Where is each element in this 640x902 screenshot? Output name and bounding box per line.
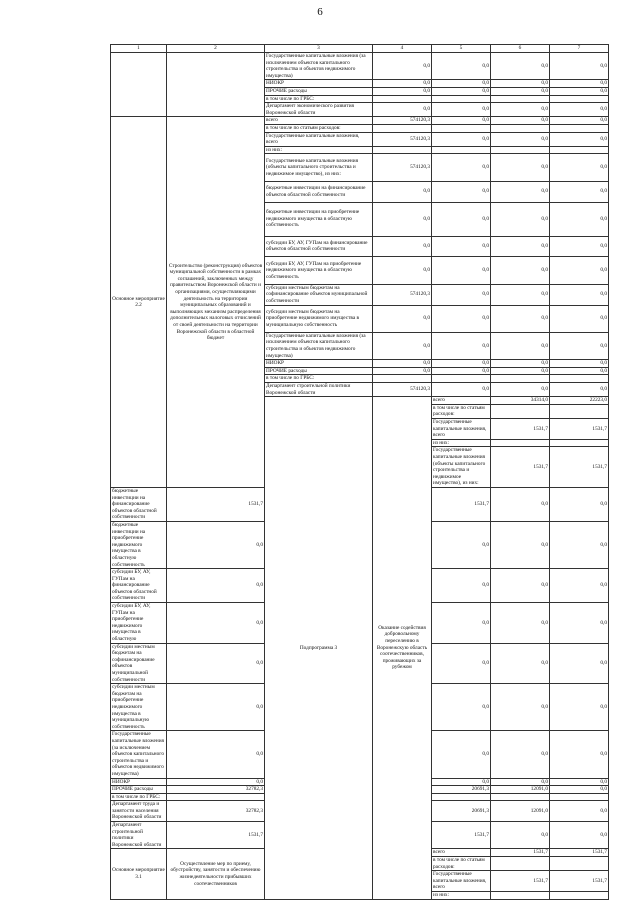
amount-cell bbox=[491, 146, 550, 154]
amount-cell bbox=[491, 857, 550, 871]
expense-item-cell: бюджетные инвестиции на приобретение недвижимого имущества в областную собственность bbox=[265, 202, 373, 236]
amount-cell: 1531,7 bbox=[491, 419, 550, 440]
expense-item-cell: в том числе по ГРБС: bbox=[111, 793, 167, 801]
amount-cell: 0,0 bbox=[550, 332, 609, 359]
amount-cell: 0,0 bbox=[491, 305, 550, 332]
header-cell: 3 bbox=[265, 45, 373, 53]
amount-cell: 0,0 bbox=[550, 801, 609, 822]
expense-item-cell: Департамент строительной политики Воронежской области bbox=[265, 383, 373, 397]
amount-cell: 0,0 bbox=[432, 643, 491, 684]
expense-item-cell: из них: bbox=[432, 439, 491, 447]
expense-item-cell: субсидии местным бюджетам на приобретение недвижимого имущества в муниципальную собственность bbox=[111, 684, 167, 731]
amount-cell: 0,0 bbox=[491, 202, 550, 236]
amount-cell: 0,0 bbox=[550, 284, 609, 305]
amount-cell: 34314,0 bbox=[491, 397, 550, 405]
expense-item-cell: в том числе по ГРБС: bbox=[265, 375, 373, 383]
expense-item-cell: в том числе по статьям расходов: bbox=[265, 124, 373, 132]
amount-cell: 0,0 bbox=[491, 360, 550, 368]
amount-cell: 0,0 bbox=[432, 684, 491, 731]
amount-cell: 0,0 bbox=[550, 569, 609, 603]
amount-cell: 0,0 bbox=[491, 643, 550, 684]
amount-cell: 1531,7 bbox=[432, 487, 491, 521]
amount-cell: 0,0 bbox=[432, 383, 491, 397]
expense-item-cell: НИОКР bbox=[265, 360, 373, 368]
expense-item-cell: субсидии БУ, АУ, ГУПам на приобретение недвижимого имущества в областную собственность bbox=[265, 257, 373, 284]
amount-cell bbox=[491, 404, 550, 418]
amount-cell: 574120,3 bbox=[373, 132, 432, 146]
amount-cell: 0,0 bbox=[373, 87, 432, 95]
amount-cell bbox=[491, 95, 550, 103]
header-cell: 4 bbox=[373, 45, 432, 53]
amount-cell: 0,0 bbox=[373, 202, 432, 236]
amount-cell: 0,0 bbox=[550, 360, 609, 368]
amount-cell: 0,0 bbox=[550, 778, 609, 786]
expense-item-cell: в том числе по ГРБС: bbox=[265, 95, 373, 103]
amount-cell bbox=[432, 124, 491, 132]
amount-cell bbox=[167, 793, 265, 801]
amount-cell: 0,0 bbox=[550, 603, 609, 644]
amount-cell bbox=[550, 857, 609, 871]
amount-cell: 0,0 bbox=[491, 80, 550, 88]
amount-cell: 0,0 bbox=[432, 360, 491, 368]
amount-cell: 0,0 bbox=[432, 284, 491, 305]
expense-item-cell: Государственные капитальные вложения (за исключением объектов капитального строительства и объектов недвижимого имущества) bbox=[111, 731, 167, 778]
amount-cell bbox=[432, 146, 491, 154]
expense-item-cell: Государственные капитальные вложения (за исключением объектов капитального строительства и объектов недвижимого имущества) bbox=[265, 332, 373, 359]
expense-item-cell: всего bbox=[432, 849, 491, 857]
expense-item-cell: бюджетные инвестиции на финансирование объектов областной собственности bbox=[265, 181, 373, 202]
amount-cell: 0,0 bbox=[550, 383, 609, 397]
amount-cell bbox=[550, 404, 609, 418]
expense-item-cell: бюджетные инвестиции на приобретение недвижимого имущества в областную собственность bbox=[111, 521, 167, 568]
amount-cell: 0,0 bbox=[373, 257, 432, 284]
amount-cell: 0,0 bbox=[550, 181, 609, 202]
header-row bbox=[111, 45, 609, 53]
amount-cell: 0,0 bbox=[432, 778, 491, 786]
expense-item-cell: бюджетные инвестиции на финансирование объектов областной собственности bbox=[111, 487, 167, 521]
amount-cell bbox=[491, 892, 550, 900]
amount-cell: 0,0 bbox=[550, 132, 609, 146]
amount-cell: 0,0 bbox=[491, 236, 550, 257]
amount-cell: 0,0 bbox=[550, 87, 609, 95]
amount-cell: 1531,7 bbox=[167, 487, 265, 521]
amount-cell bbox=[550, 375, 609, 383]
expense-item-cell: субсидии БУ, АУ, ГУПам на финансирование объектов областной собственности bbox=[265, 236, 373, 257]
amount-cell: 0,0 bbox=[550, 53, 609, 80]
amount-cell: 0,0 bbox=[491, 257, 550, 284]
amount-cell: 0,0 bbox=[550, 80, 609, 88]
amount-cell: 0,0 bbox=[373, 367, 432, 375]
expense-item-cell: НИОКР bbox=[265, 80, 373, 88]
expense-item-cell: НИОКР bbox=[111, 778, 167, 786]
amount-cell: 0,0 bbox=[432, 80, 491, 88]
amount-cell: 0,0 bbox=[432, 521, 491, 568]
amount-cell: 0,0 bbox=[491, 367, 550, 375]
empty-cell bbox=[167, 53, 265, 117]
amount-cell: 0,0 bbox=[550, 521, 609, 568]
amount-cell: 0,0 bbox=[432, 132, 491, 146]
amount-cell: 0,0 bbox=[491, 53, 550, 80]
expense-item-cell: субсидии БУ, АУ, ГУПам на финансирование объектов областной собственности bbox=[111, 569, 167, 603]
amount-cell: 0,0 bbox=[491, 154, 550, 181]
amount-cell: 574120,3 bbox=[373, 154, 432, 181]
amount-cell: 0,0 bbox=[373, 103, 432, 117]
amount-cell: 0,0 bbox=[491, 822, 550, 849]
amount-cell: 1531,7 bbox=[550, 447, 609, 488]
amount-cell: 1531,7 bbox=[167, 822, 265, 849]
amount-cell: 0,0 bbox=[491, 132, 550, 146]
amount-cell: 0,0 bbox=[373, 360, 432, 368]
amount-cell bbox=[373, 375, 432, 383]
expense-item-cell: ПРОЧИЕ расходы bbox=[265, 87, 373, 95]
expense-item-cell: всего bbox=[432, 397, 491, 405]
amount-cell: 0,0 bbox=[167, 731, 265, 778]
amount-cell: 0,0 bbox=[491, 731, 550, 778]
amount-cell: 0,0 bbox=[491, 684, 550, 731]
amount-cell bbox=[373, 146, 432, 154]
expense-item-cell: Департамент труда и занятости населения Воронежской области bbox=[111, 801, 167, 822]
amount-cell: 0,0 bbox=[491, 103, 550, 117]
amount-cell: 0,0 bbox=[550, 257, 609, 284]
budget-table bbox=[110, 44, 609, 900]
amount-cell: 574120,3 bbox=[373, 117, 432, 125]
amount-cell bbox=[550, 892, 609, 900]
amount-cell: 32782,3 bbox=[167, 786, 265, 794]
expense-item-cell: из них: bbox=[265, 146, 373, 154]
program-name-cell: Осуществление мер по приему, обустройству, занятости и обеспечению жизнедеятельности прибывших соотечественников bbox=[167, 849, 265, 899]
expense-item-cell: Департамент экономического развития Воронежской области bbox=[265, 103, 373, 117]
amount-cell: 0,0 bbox=[491, 521, 550, 568]
amount-cell: 0,0 bbox=[373, 305, 432, 332]
header-cell: 5 bbox=[432, 45, 491, 53]
expense-item-cell: ПРОЧИЕ расходы bbox=[111, 786, 167, 794]
amount-cell: 0,0 bbox=[491, 569, 550, 603]
header-cell: 7 bbox=[550, 45, 609, 53]
amount-cell: 0,0 bbox=[550, 786, 609, 794]
amount-cell: 0,0 bbox=[167, 603, 265, 644]
header-cell: 2 bbox=[167, 45, 265, 53]
expense-item-cell: Государственные капитальные вложения (за исключением объектов капитального строительства и объектов недвижимого имущества) bbox=[265, 53, 373, 80]
amount-cell: 0,0 bbox=[550, 367, 609, 375]
amount-cell bbox=[550, 124, 609, 132]
amount-cell: 0,0 bbox=[373, 53, 432, 80]
amount-cell: 0,0 bbox=[550, 103, 609, 117]
amount-cell: 0,0 bbox=[550, 236, 609, 257]
amount-cell: 0,0 bbox=[373, 80, 432, 88]
amount-cell: 1531,7 bbox=[491, 447, 550, 488]
expense-item-cell: Государственные капитальные вложения, всего bbox=[432, 419, 491, 440]
amount-cell: 0,0 bbox=[491, 117, 550, 125]
amount-cell: 0,0 bbox=[167, 778, 265, 786]
amount-cell: 0,0 bbox=[432, 305, 491, 332]
amount-cell: 1531,7 bbox=[491, 871, 550, 892]
amount-cell bbox=[491, 439, 550, 447]
header-cell: 6 bbox=[491, 45, 550, 53]
amount-cell: 0,0 bbox=[432, 154, 491, 181]
amount-cell: 1531,7 bbox=[550, 419, 609, 440]
amount-cell: 12091,0 bbox=[491, 801, 550, 822]
amount-cell bbox=[373, 95, 432, 103]
amount-cell: 0,0 bbox=[167, 569, 265, 603]
amount-cell: 0,0 bbox=[432, 181, 491, 202]
amount-cell: 0,0 bbox=[432, 236, 491, 257]
amount-cell: 0,0 bbox=[491, 778, 550, 786]
amount-cell: 0,0 bbox=[550, 305, 609, 332]
table-row bbox=[111, 117, 609, 125]
expense-item-cell: Департамент строительной политики Воронежской области bbox=[111, 822, 167, 849]
amount-cell: 0,0 bbox=[432, 731, 491, 778]
amount-cell bbox=[432, 793, 491, 801]
empty-cell bbox=[111, 53, 167, 117]
amount-cell: 32782,3 bbox=[167, 801, 265, 822]
page-number: 6 bbox=[317, 6, 323, 18]
amount-cell: 12091,0 bbox=[491, 786, 550, 794]
amount-cell bbox=[373, 124, 432, 132]
amount-cell bbox=[550, 146, 609, 154]
amount-cell: 0,0 bbox=[491, 284, 550, 305]
amount-cell: 0,0 bbox=[491, 332, 550, 359]
amount-cell: 20691,3 bbox=[432, 786, 491, 794]
expense-item-cell: из них: bbox=[432, 892, 491, 900]
amount-cell: 574120,3 bbox=[373, 284, 432, 305]
amount-cell bbox=[550, 95, 609, 103]
amount-cell: 574120,3 bbox=[373, 383, 432, 397]
expense-item-cell: Государственные капитальные вложения, всего bbox=[432, 871, 491, 892]
amount-cell bbox=[432, 95, 491, 103]
program-name-cell: Строительство (реконструкция) объектов муниципальной собственности в рамках соглашений, заключенных между правительством Воронежской области и организациями, осуществляющими деятельность на территории муниципальных образований и выполняющих механизм распределения дополнительных налоговых отчислений от своей деятельности на территории Воронежской области в областной бюджет bbox=[167, 117, 265, 488]
expense-item-cell: субсидии местным бюджетам на софинансирование объектов муниципальной собственности bbox=[265, 284, 373, 305]
expense-item-cell: ПРОЧИЕ расходы bbox=[265, 367, 373, 375]
program-code-cell: Подпрограмма 3 bbox=[265, 397, 373, 899]
amount-cell: 0,0 bbox=[432, 332, 491, 359]
expense-item-cell: субсидии местным бюджетам на приобретение недвижимого имущества в муниципальную собственность bbox=[265, 305, 373, 332]
amount-cell bbox=[432, 375, 491, 383]
amount-cell bbox=[550, 793, 609, 801]
amount-cell: 0,0 bbox=[432, 257, 491, 284]
amount-cell: 0,0 bbox=[550, 487, 609, 521]
amount-cell: 1531,7 bbox=[550, 849, 609, 857]
amount-cell: 0,0 bbox=[432, 117, 491, 125]
amount-cell: 0,0 bbox=[432, 87, 491, 95]
amount-cell: 0,0 bbox=[550, 822, 609, 849]
amount-cell: 0,0 bbox=[373, 332, 432, 359]
program-code-cell: Основное мероприятие 3.1 bbox=[111, 849, 167, 899]
program-name-cell: Оказание содействия добровольному переселению в Воронежскую область соотечественников, проживающих за рубежом bbox=[373, 397, 432, 899]
amount-cell bbox=[491, 793, 550, 801]
amount-cell: 0,0 bbox=[167, 521, 265, 568]
expense-item-cell: всего bbox=[265, 117, 373, 125]
amount-cell bbox=[491, 124, 550, 132]
expense-item-cell: субсидии БУ, АУ, ГУПам на приобретение недвижимого имущества в областную bbox=[111, 603, 167, 644]
header-cell: 1 bbox=[111, 45, 167, 53]
amount-cell: 0,0 bbox=[550, 684, 609, 731]
program-code-cell: Основное мероприятие 2.2 bbox=[111, 117, 167, 488]
amount-cell: 0,0 bbox=[550, 643, 609, 684]
amount-cell: 0,0 bbox=[550, 117, 609, 125]
amount-cell: 0,0 bbox=[167, 684, 265, 731]
amount-cell: 0,0 bbox=[491, 603, 550, 644]
expense-item-cell: в том числе по статьям расходов: bbox=[432, 404, 491, 418]
amount-cell: 1531,7 bbox=[550, 871, 609, 892]
amount-cell: 0,0 bbox=[491, 87, 550, 95]
amount-cell: 0,0 bbox=[373, 181, 432, 202]
amount-cell: 0,0 bbox=[167, 643, 265, 684]
expense-item-cell: в том числе по статьям расходов: bbox=[432, 857, 491, 871]
amount-cell: 0,0 bbox=[432, 367, 491, 375]
amount-cell: 0,0 bbox=[491, 181, 550, 202]
expense-item-cell: Государственные капитальные вложения (объекты капитального строительства и недвижимое имущество), из них: bbox=[265, 154, 373, 181]
expense-item-cell: Государственные капитальные вложения (объекты капитального строительства и недвижимое имущество), из них: bbox=[432, 447, 491, 488]
amount-cell: 0,0 bbox=[432, 53, 491, 80]
expense-item-cell: субсидии местным бюджетам на софинансирование объектов муниципальной собственности bbox=[111, 643, 167, 684]
amount-cell: 0,0 bbox=[550, 202, 609, 236]
amount-cell: 0,0 bbox=[432, 103, 491, 117]
amount-cell: 0,0 bbox=[373, 236, 432, 257]
amount-cell: 0,0 bbox=[550, 731, 609, 778]
amount-cell: 0,0 bbox=[550, 154, 609, 181]
amount-cell: 22223,0 bbox=[550, 397, 609, 405]
amount-cell: 1531,7 bbox=[491, 849, 550, 857]
amount-cell: 0,0 bbox=[491, 383, 550, 397]
amount-cell: 1531,7 bbox=[432, 822, 491, 849]
amount-cell: 0,0 bbox=[432, 603, 491, 644]
expense-item-cell: Государственные капитальные вложения, всего bbox=[265, 132, 373, 146]
amount-cell: 0,0 bbox=[432, 202, 491, 236]
amount-cell: 0,0 bbox=[432, 569, 491, 603]
table-row bbox=[111, 53, 609, 80]
amount-cell: 20691,3 bbox=[432, 801, 491, 822]
amount-cell: 0,0 bbox=[491, 487, 550, 521]
amount-cell bbox=[491, 375, 550, 383]
amount-cell bbox=[550, 439, 609, 447]
